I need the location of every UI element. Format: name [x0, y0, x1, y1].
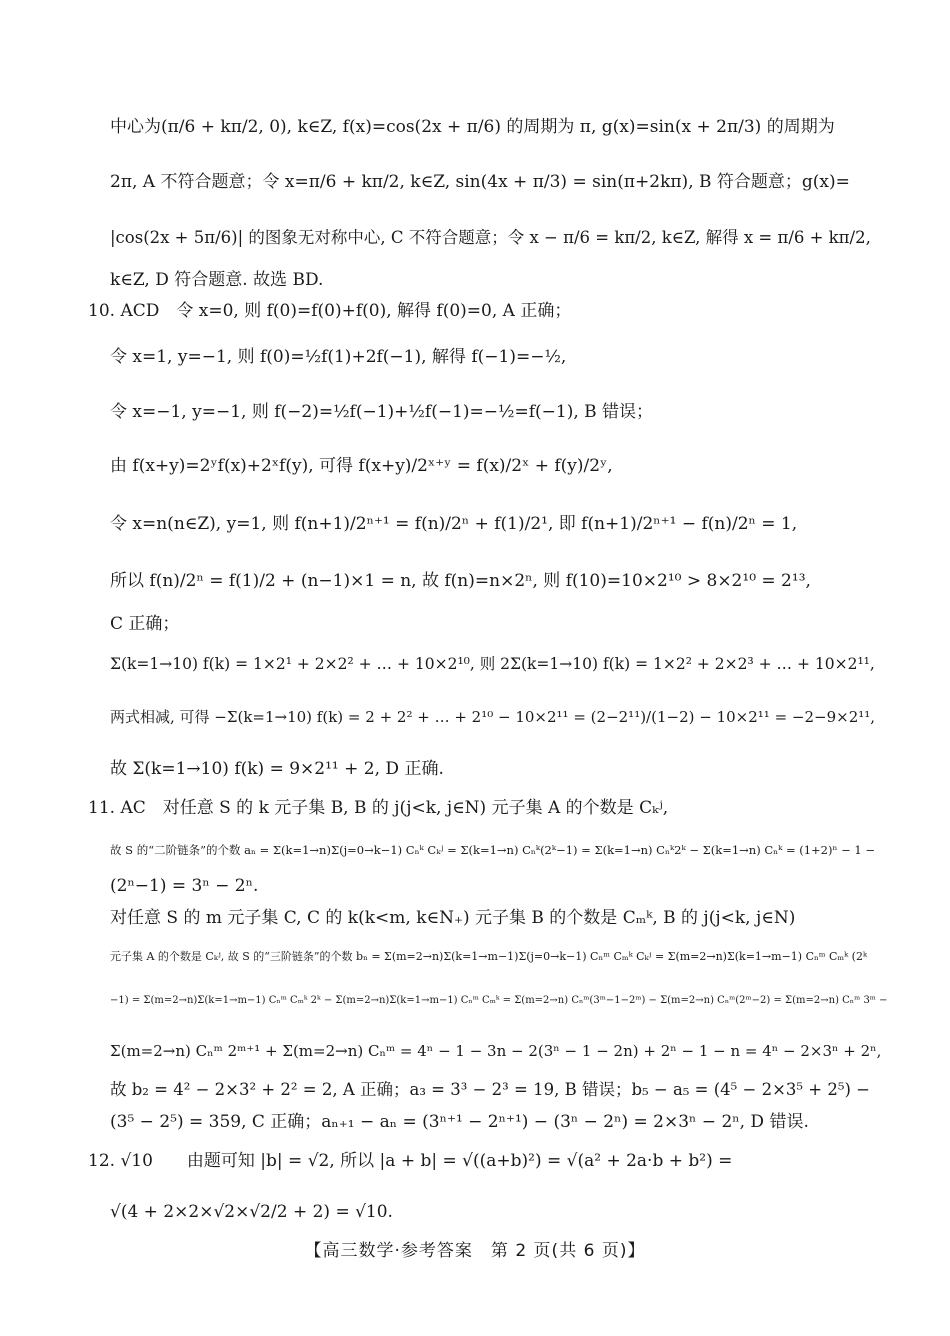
text-line: √(4 + 2×2×√2×√2/2 + 2) = √10.	[110, 1202, 393, 1222]
text-line: Σ(k=1→10) f(k) = 1×2¹ + 2×2² + … + 10×2¹⁰, 则 2Σ(k=1→10) f(k) = 1×2² + 2×2³ + … + 10×2¹¹,	[110, 655, 875, 673]
text-line: 元子集 A 的个数是 Cₖʲ, 故 S 的“三阶链条”的个数 bₙ = Σ(m=2→n)Σ(k=1→m−1)Σ(j=0→k−1) Cₙᵐ Cₘᵏ Cₖʲ = Σ(m=2→n)Σ(k=1→m−1) Cₙᵐ Cₘᵏ (2ᵏ	[110, 950, 867, 963]
text-line: 令 x=n(n∈Z), y=1, 则 f(n+1)/2ⁿ⁺¹ = f(n)/2ⁿ + f(1)/2¹, 即 f(n+1)/2ⁿ⁺¹ − f(n)/2ⁿ = 1,	[110, 514, 798, 534]
text-line: −1) = Σ(m=2→n)Σ(k=1→m−1) Cₙᵐ Cₘᵏ 2ᵏ − Σ(m=2→n)Σ(k=1→m−1) Cₙᵐ Cₘᵏ = Σ(m=2→n) Cₙᵐ(3ᵐ−1−2ᵐ) − Σ(m=2→n) Cₙᵐ(2ᵐ−2) = Σ(m=2→n) Cₙᵐ 3ᵐ −	[110, 995, 888, 1006]
text-line: Σ(m=2→n) Cₙᵐ 2ᵐ⁺¹ + Σ(m=2→n) Cₙᵐ = 4ⁿ − 1 − 3n − 2(3ⁿ − 1 − 2n) + 2ⁿ − 1 − n = 4ⁿ − 2×3ⁿ + 2ⁿ,	[110, 1042, 882, 1060]
text-line: 故 b₂ = 4² − 2×3² + 2² = 2, A 正确；a₃ = 3³ − 2³ = 19, B 错误；b₅ − a₅ = (4⁵ − 2×3⁵ + 2⁵) −	[110, 1080, 870, 1099]
text-line: 故 Σ(k=1→10) f(k) = 9×2¹¹ + 2, D 正确.	[110, 759, 444, 779]
text-line: 中心为(π/6 + kπ/2, 0), k∈Z, f(x)=cos(2x + π/6) 的周期为 π, g(x)=sin(x + 2π/3) 的周期为	[110, 117, 835, 137]
page-footer: 【高三数学·参考答案 第 2 页(共 6 页)】	[304, 1241, 646, 1261]
text-line: 两式相减, 可得 −Σ(k=1→10) f(k) = 2 + 2² + … + 2¹⁰ − 10×2¹¹ = (2−2¹¹)/(1−2) − 10×2¹¹ = −2−9×2¹¹,	[110, 708, 876, 726]
text-line: C 正确；	[110, 614, 180, 634]
text-line: 令 x=−1, y=−1, 则 f(−2)=½f(−1)+½f(−1)=−½=f(−1), B 错误；	[110, 402, 654, 422]
text-line: 令 x=1, y=−1, 则 f(0)=½f(1)+2f(−1), 解得 f(−1)=−½,	[110, 347, 567, 367]
answer-10-heading: 10. ACD 令 x=0, 则 f(0)=f(0)+f(0), 解得 f(0)=0, A 正确；	[88, 301, 572, 321]
answer-12-heading: 12. √10 由题可知 |b| = √2, 所以 |a + b| = √((a+b)²) = √(a² + 2a·b + b²) =	[88, 1151, 733, 1171]
text-line: 故 S 的“二阶链条”的个数 aₙ = Σ(k=1→n)Σ(j=0→k−1) Cₙᵏ Cₖʲ = Σ(k=1→n) Cₙᵏ(2ᵏ−1) = Σ(k=1→n) Cₙᵏ2ᵏ − Σ(k=1→n) Cₙᵏ = (1+2)ⁿ − 1 −	[110, 843, 876, 857]
text-line: k∈Z, D 符合题意. 故选 BD.	[110, 270, 324, 290]
answer-11-heading: 11. AC 对任意 S 的 k 元子集 B, B 的 j(j<k, j∈N) 元子集 A 的个数是 Cₖʲ,	[88, 798, 669, 818]
text-line: |cos(2x + 5π/6)| 的图象无对称中心, C 不符合题意；令 x − π/6 = kπ/2, k∈Z, 解得 x = π/6 + kπ/2,	[110, 228, 871, 247]
text-line: (2ⁿ−1) = 3ⁿ − 2ⁿ.	[110, 876, 259, 896]
text-line: 2π, A 不符合题意；令 x=π/6 + kπ/2, k∈Z, sin(4x + π/3) = sin(π+2kπ), B 符合题意；g(x)=	[110, 172, 850, 192]
text-line: 由 f(x+y)=2ʸf(x)+2ˣf(y), 可得 f(x+y)/2ˣ⁺ʸ = f(x)/2ˣ + f(y)/2ʸ,	[110, 456, 613, 476]
text-line: 对任意 S 的 m 元子集 C, C 的 k(k<m, k∈N₊) 元子集 B 的个数是 Cₘᵏ, B 的 j(j<k, j∈N)	[110, 908, 796, 928]
text-line: (3⁵ − 2⁵) = 359, C 正确；aₙ₊₁ − aₙ = (3ⁿ⁺¹ − 2ⁿ⁺¹) − (3ⁿ − 2ⁿ) = 2×3ⁿ − 2ⁿ, D 错误.	[110, 1112, 809, 1132]
text-line: 所以 f(n)/2ⁿ = f(1)/2 + (n−1)×1 = n, 故 f(n)=n×2ⁿ, 则 f(10)=10×2¹⁰ > 8×2¹⁰ = 2¹³,	[110, 571, 811, 591]
